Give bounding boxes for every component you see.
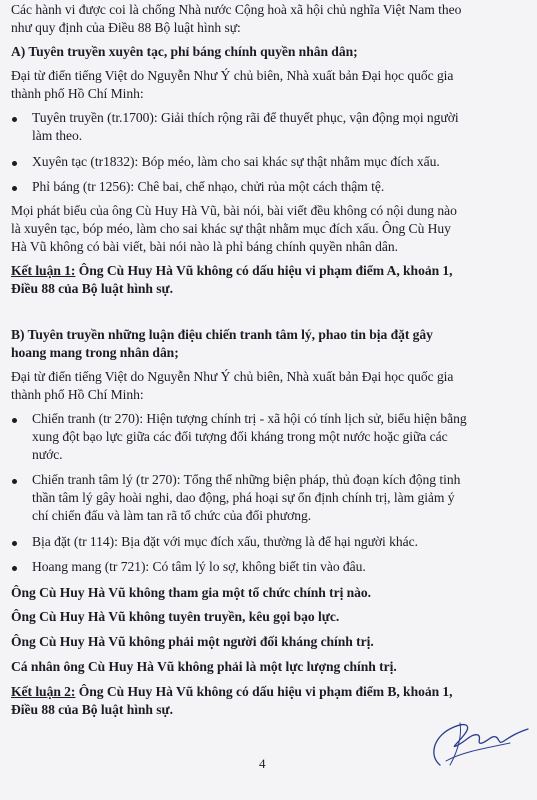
bullet-icon (12, 566, 17, 571)
section-b-bullet-1-line-2: xung đột bạo lực giữa các đối tượng đối kháng trong một nước hoặc giữa các (32, 429, 448, 444)
section-b-statement-4: Cá nhân ông Cù Huy Hà Vũ không phải là một lực lượng chính trị. (11, 659, 397, 674)
section-a-paragraph-line-1: Mọi phát biểu của ông Cù Huy Hà Vũ, bài nói, bài viết đều không có nội dung nào (11, 203, 457, 218)
section-b-heading-line-2: hoang mang trong nhân dân; (11, 345, 179, 360)
section-b-bullet-1-line-1: Chiến tranh (tr 270): Hiện tượng chính trị - xã hội có tính lịch sử, biểu hiện bằng (32, 411, 467, 426)
section-a-bullet-1-line-2: làm theo. (32, 128, 83, 143)
section-b-statement-3: Ông Cù Huy Hà Vũ không phải một người đối kháng chính trị. (11, 634, 374, 649)
section-b-source-line-1: Đại từ điển tiếng Việt do Nguyễn Như Ý chủ biên, Nhà xuất bản Đại học quốc gia (11, 369, 454, 384)
section-b-bullet-2-line-3: chí chiến đấu và làm tan rã tổ chức của đối phương. (32, 508, 312, 523)
bullet-icon (12, 479, 17, 484)
section-a-bullet-1-line-1: Tuyên truyền (tr.1700): Giải thích rộng rãi để thuyết phục, vận động mọi người (32, 110, 459, 125)
page-number: 4 (259, 756, 266, 771)
section-b-bullet-1-line-3: nước. (32, 447, 63, 462)
intro-line-2: như quy định của Điều 88 Bộ luật hình sự: (11, 20, 241, 35)
conclusion-2-text: Ông Cù Huy Hà Vũ không có dấu hiệu vi phạm điểm B, khoản 1, (75, 684, 453, 699)
section-b-statement-1: Ông Cù Huy Hà Vũ không tham gia một tổ chức chính trị nào. (11, 585, 372, 600)
conclusion-2-label: Kết luận 2: (11, 684, 76, 699)
section-a-paragraph-line-2: là xuyên tạc, bóp méo, làm cho sai khác sự thật nhằm mục đích xấu. Ông Cù Huy (11, 221, 451, 236)
section-b-bullet-2-line-1: Chiến tranh tâm lý (tr 270): Tổng thể những biện pháp, thủ đoạn kích động tinh (32, 472, 461, 487)
section-b-bullet-4: Hoang mang (tr 721): Có tâm lý lo sợ, không biết tin vào đâu. (32, 559, 366, 574)
section-b-statement-2: Ông Cù Huy Hà Vũ không tuyên truyền, kêu gọi bạo lực. (11, 609, 340, 624)
signature (420, 705, 532, 775)
conclusion-1-label: Kết luận 1: (11, 263, 76, 278)
bullet-icon (12, 161, 17, 166)
section-b-conclusion-line-1 (11, 684, 453, 700)
bullet-icon (12, 418, 17, 423)
section-a-source-line-1: Đại từ điển tiếng Việt do Nguyễn Như Ý chủ biên, Nhà xuất bản Đại học quốc gia (11, 68, 454, 83)
bullet-icon (12, 541, 17, 546)
section-a-bullet-3: Phỉ báng (tr 1256): Chê bai, chế nhạo, chửi rủa một cách thậm tệ. (32, 179, 385, 194)
bullet-icon (12, 186, 17, 191)
intro-line-1: Các hành vi được coi là chống Nhà nước Cộng hoà xã hội chủ nghĩa Việt Nam theo (11, 2, 462, 17)
section-b-conclusion-line-2: Điều 88 của Bộ luật hình sự. (11, 702, 173, 717)
section-b-bullet-3: Bịa đặt (tr 114): Bịa đặt với mục đích xấu, thường là để hại người khác. (32, 534, 418, 549)
section-a-bullet-2: Xuyên tạc (tr1832): Bóp méo, làm cho sai khác sự thật nhằm mục đích xấu. (32, 154, 440, 169)
section-a-conclusion-line-2: Điều 88 của Bộ luật hình sự. (11, 281, 173, 296)
section-a-heading: A) Tuyên truyền xuyên tạc, phỉ báng chính quyền nhân dân; (11, 44, 358, 59)
section-b-source-line-2: thành phố Hồ Chí Minh: (11, 387, 144, 402)
conclusion-1-text: Ông Cù Huy Hà Vũ không có dấu hiệu vi phạm điểm A, khoản 1, (75, 263, 453, 278)
section-a-source-line-2: thành phố Hồ Chí Minh: (11, 86, 144, 101)
section-b-heading-line-1: B) Tuyên truyền những luận điệu chiến tranh tâm lý, phao tin bịa đặt gây (11, 327, 433, 342)
section-b-bullet-2-line-2: thần tâm lý gây hoài nghi, dao động, phá hoại sự ổn định chính trị, làm giảm ý (32, 490, 455, 505)
bullet-icon (12, 117, 17, 122)
section-a-paragraph-line-3: Hà Vũ không có bài viết, bài nói nào là phỉ báng chính quyền nhân dân. (11, 239, 398, 254)
section-a-conclusion-line-1 (11, 263, 453, 279)
